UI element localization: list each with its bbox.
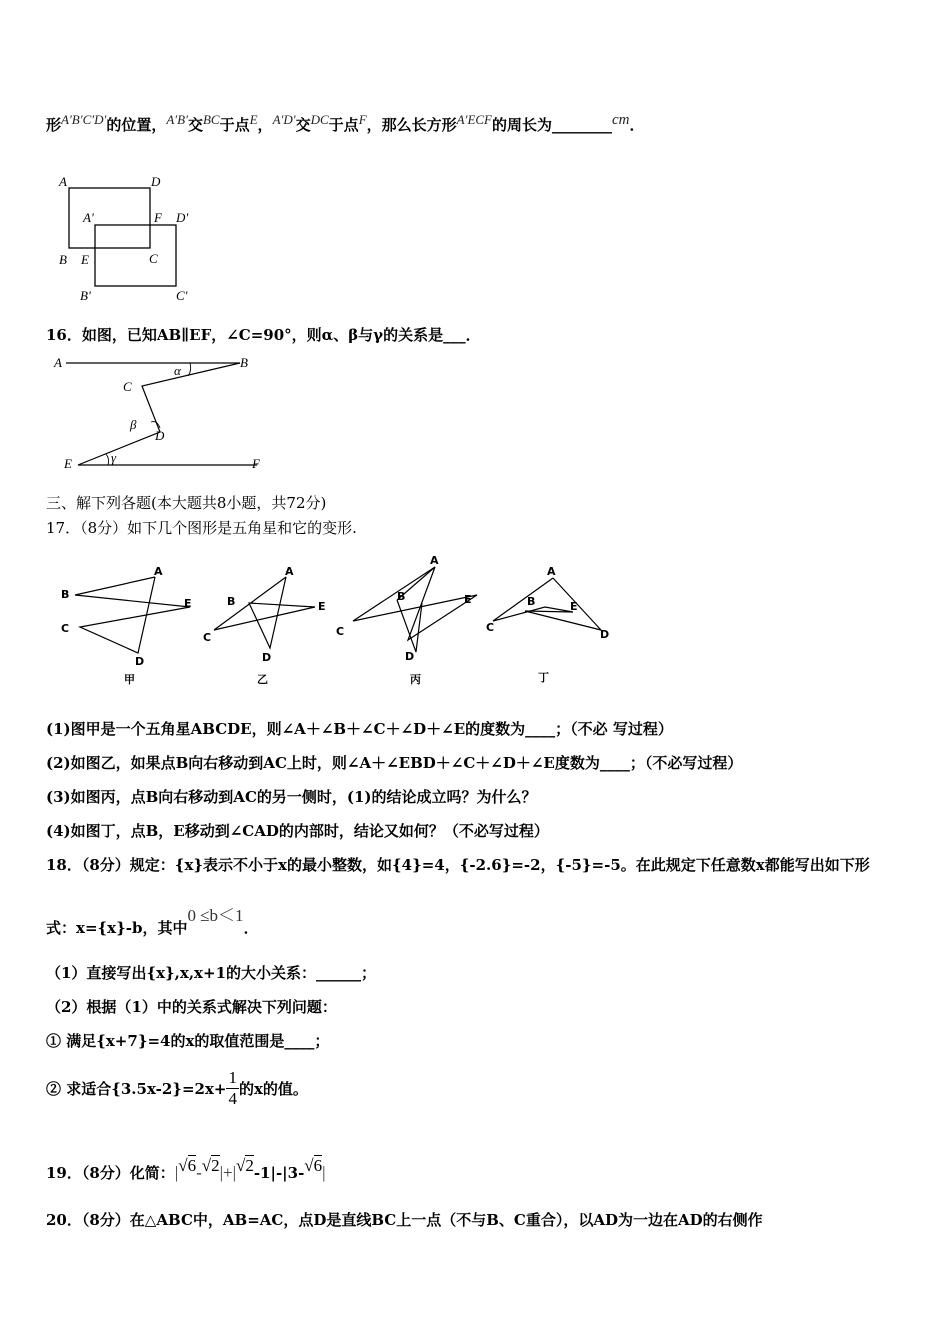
point-label: C' [176,288,188,303]
star-figure-bing [333,555,483,685]
point-label: E [64,456,72,471]
text: 式：x={x}-b，其中 [46,919,188,937]
text: 于点 [219,116,250,134]
q18-sub2: （2）根据（1）中的关系式解决下列问题： [46,998,337,1016]
text: ， [257,116,273,134]
q18-line2 [46,906,259,938]
text: 19．（8分）化简： [46,1164,175,1182]
angle-label: β [130,417,137,432]
text: 的x的值。 [238,1080,308,1098]
point-label: A [430,554,439,567]
sqrt-2: √2 [235,1156,254,1175]
point-label: A [547,565,556,578]
point-label: C [336,625,345,638]
point-label: E [184,597,192,610]
point-label: A [59,174,67,189]
text: 形 [46,116,62,134]
text: 于点 [328,116,359,134]
point-label: A [154,565,163,578]
fraction-denominator: 4 [228,1089,237,1108]
text: 的位置， [106,116,167,134]
point-label: D [405,650,415,663]
point-label: B [61,588,70,601]
sqrt-6: √6 [178,1156,197,1175]
star-figure-ding [483,565,623,685]
section-3-heading: 三、解下列各题(本大题共8小题，共72分) [46,494,327,512]
caption-jia: 甲 [124,673,135,686]
q20-line: 20．（8分）在△ABC中，AB=AC，点D是直线BC上一点（不与B、C重合），以AD为一边在AD的右侧作 [46,1211,763,1229]
text: 交 [295,116,311,134]
q17-part3: (3)如图丙，点B向右移动到AC的另一侧时，(1)的结论成立吗？为什么？ [46,788,537,806]
point-label: C [203,631,212,644]
inequality: 0 ≤b＜1 [187,906,244,925]
text: ． [629,116,645,134]
point-label: A [285,565,294,578]
point-label: A [54,355,62,370]
point-label: C [123,379,132,394]
q17-part2: (2)如图乙，如果点B向右移动到AC上时，则∠A＋∠EBD＋∠C＋∠D＋∠E度数为____；（不必写过程） [46,754,743,772]
math-label: A′B′ [166,112,188,127]
q15-figure [50,172,210,307]
fraction [226,1068,239,1109]
star-ding-path [493,578,601,630]
q19-line [46,1156,326,1183]
radicand: 6 [313,1156,323,1175]
point-label: B [59,252,67,267]
point-label: E [464,593,472,606]
radicand: 2 [245,1156,254,1175]
fraction-numerator: 1 [228,1068,237,1087]
q17-part4: (4)如图丁，点B，E移动到∠CAD的内部时，结论又如何？（不必写过程） [46,822,549,840]
q17-text: 17．（8分）如下几个图形是五角星和它的变形. [46,519,357,537]
minus: - [196,1163,202,1182]
radicand: 6 [187,1156,197,1175]
answer-blank[interactable]: ________ [552,116,613,134]
operator: |+| [219,1163,236,1182]
q15-line [46,114,645,135]
math-label: A′B′C′D′ [61,112,107,127]
text: ． [243,919,259,937]
point-label: D [262,651,272,664]
text: ② 求适合{3.5x-2}=2x+ [46,1080,227,1098]
star-figure-jia [55,565,205,685]
point-label: D [155,428,165,443]
point-label: A' [83,210,94,225]
point-label: D [135,655,145,668]
unit-label: cm [612,112,630,128]
abs-bar: | [174,1163,179,1182]
point-label: B [227,595,236,608]
point-label: E [81,252,89,267]
angle-label: α [174,363,181,378]
angle-label: γ [111,450,117,465]
text: 的周长为 [492,116,553,134]
point-label: D' [176,210,189,225]
point-label: B [240,355,248,370]
q18-sub1: （1）直接写出{x},x,x+1的大小关系：______； [46,964,377,982]
caption-bing: 丙 [410,673,421,686]
caption-ding: 丁 [538,671,549,684]
radicand: 2 [211,1156,220,1175]
math-label: DC [310,112,329,127]
star-jia-path [75,577,190,653]
rect-ab-cd-prime [95,225,176,286]
rect-abcd [69,188,150,248]
point-label: B [397,590,406,603]
point-label: D [151,174,161,189]
star-yi-path [214,577,315,648]
point-label: F [154,210,162,225]
point-label: E [318,600,326,613]
point-label: E [570,600,578,613]
math-label: E [249,112,258,127]
operator: -1|-|3- [253,1164,305,1182]
abs-bar: | [322,1163,326,1182]
point-label: B [527,595,536,608]
text: 交 [187,116,203,134]
point-label: B' [80,288,91,303]
alpha-arc [188,363,191,376]
point-label: C [486,621,495,634]
math-label: BC [202,112,220,127]
gamma-arc [106,454,109,465]
sqrt-6: √6 [304,1156,323,1175]
point-label: D [600,628,610,641]
q18-sub3: ① 满足{x+7}=4的x的取值范围是____； [46,1032,330,1050]
q16-figure [50,350,280,475]
caption-yi: 乙 [257,673,268,686]
point-label: C [61,622,70,635]
q16-text: 16．如图，已知AB∥EF，∠C=90°，则α、β与γ的关系是___． [46,326,481,344]
point-label: C [149,251,158,266]
q17-part1: (1)图甲是一个五角星ABCDE，则∠A＋∠B＋∠C＋∠D＋∠E的度数为____；（不必 写过程） [46,720,673,738]
point-label: F [252,456,260,471]
zigzag-path [78,363,240,465]
star-bing-path [353,567,477,640]
q18-sub4 [46,1068,308,1109]
q18-line1: 18．（8分）规定：{x}表示不小于x的最小整数，如{4}=4，{-2.6}=-2，{-5}=-5。在此规定下任意数x都能写出如下形 [46,856,870,874]
sqrt-2: √2 [201,1156,220,1175]
text: ，那么长方形 [366,116,457,134]
math-label: A′D′ [272,112,296,127]
math-label: A′ECF [456,112,492,127]
math-label: F [358,112,367,127]
star-figure-yi [200,565,340,685]
